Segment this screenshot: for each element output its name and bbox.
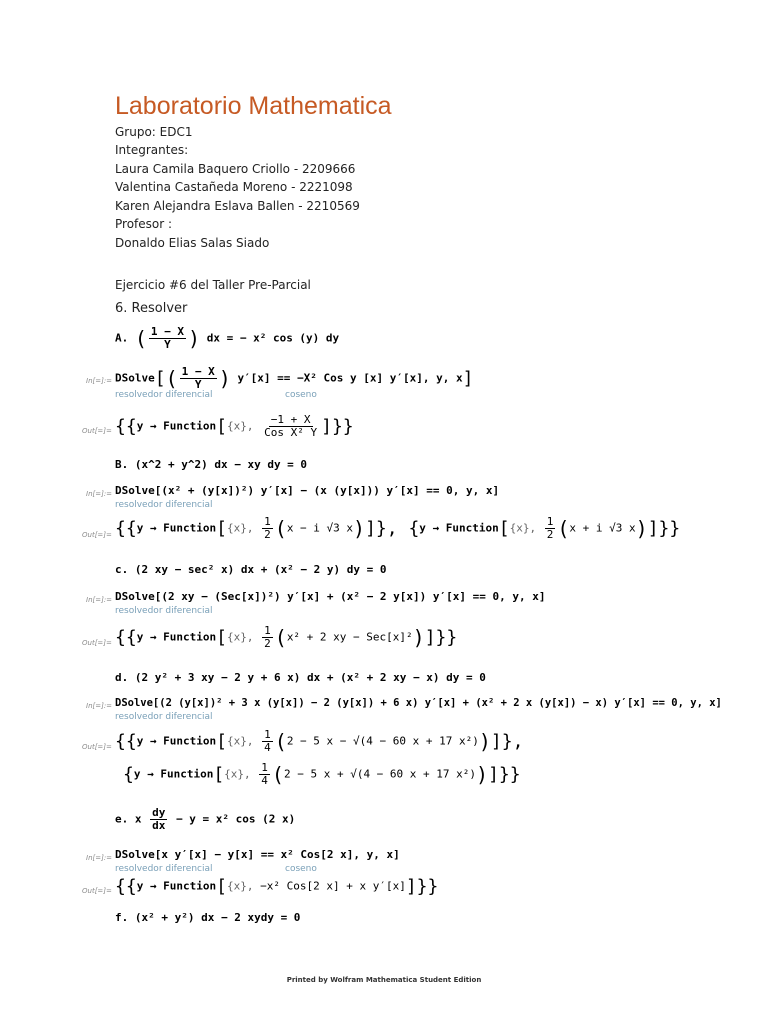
out-label: Out[=]= bbox=[82, 639, 112, 647]
output-a-head: y → Function bbox=[136, 419, 217, 433]
input-a-num: 1 − X bbox=[181, 365, 215, 378]
function-head: y → Function bbox=[419, 521, 499, 535]
var-x: {x}, bbox=[227, 879, 254, 893]
hint-cos: coseno bbox=[285, 864, 317, 874]
problem-e bbox=[115, 807, 295, 832]
output-d-2-expr: 2 − 5 x + √(4 − 60 x + 17 x²) bbox=[283, 767, 477, 781]
half-num: 1 bbox=[546, 515, 554, 528]
hint-dsolve: resolvedor diferencial bbox=[115, 712, 213, 722]
output-d-1-expr: 2 − 5 x − √(4 − 60 x + 17 x²) bbox=[286, 734, 479, 748]
output-a: {{y → Function[{x}, $\frac{-1 + X}{\text{Cos X² Y}}$ ]}} bbox=[115, 413, 354, 439]
half-den: 2 bbox=[264, 637, 271, 650]
var-x: {x}, bbox=[227, 630, 254, 644]
output-d-2: {y → Function[{x}, $\frac{1}{4}$ (2 − 5 x + √(4 − 60 x + 17 x²))]}} bbox=[123, 761, 521, 787]
var-x: {x}, bbox=[509, 521, 537, 535]
input-c[interactable]: DSolve[(2 xy − (Sec[x])²) y′[x] + (x² − 2 y[x]) y′[x] == 0, y, x] bbox=[115, 590, 546, 603]
quarter-num: 1 bbox=[261, 761, 268, 774]
in-label: In[=]:= bbox=[86, 596, 113, 604]
problem-e-den: dx bbox=[152, 819, 166, 832]
function-head: y → Function bbox=[133, 767, 214, 781]
in-label: In[=]:= bbox=[86, 702, 113, 710]
half-num: 1 bbox=[264, 515, 271, 528]
professor-name: Donaldo Elias Salas Siado bbox=[115, 236, 270, 250]
input-e[interactable]: DSolve[x y′[x] − y[x] == x² Cos[2 x], y, x] bbox=[115, 848, 400, 861]
input-a-rest: y′[x] == −X² Cos y [x] y′[x], y, x bbox=[237, 371, 463, 385]
output-a-den: Cos X² Y bbox=[264, 426, 318, 439]
hint-dsolve: resolvedor diferencial bbox=[115, 390, 213, 400]
hint-cos: coseno bbox=[285, 390, 317, 400]
problem-e-prefix: e. x bbox=[115, 812, 142, 826]
problem-d: d. (2 y² + 3 xy − 2 y + 6 x) dx + (x² + 2 xy − x) dy = 0 bbox=[115, 671, 486, 684]
member-2: Valentina Castañeda Moreno - 2221098 bbox=[115, 180, 353, 194]
hint-dsolve: resolvedor diferencial bbox=[115, 864, 213, 874]
out-label: Out[=]= bbox=[82, 887, 112, 895]
problem-a-num: 1 − X bbox=[150, 325, 185, 338]
output-d-1: {{y → Function[{x}, $\frac{1}{4}$ (2 − 5 x − √(4 − 60 x + 17 x²))]}, bbox=[115, 728, 524, 754]
dsolve-keyword: DSolve bbox=[115, 371, 155, 385]
group-line: Grupo: EDC1 bbox=[115, 125, 193, 139]
hint-dsolve: resolvedor diferencial bbox=[115, 500, 213, 510]
output-b: {{y → Function[{x}, $\frac{1}{2}$ (x − i √3 x)]}, {y → Function[{x}, $\frac{1}{2}$ (x + i √3 x)]}} bbox=[115, 515, 681, 541]
quarter-den: 4 bbox=[261, 774, 268, 787]
var-x: {x}, bbox=[227, 419, 254, 433]
out-label: Out[=]= bbox=[82, 427, 112, 435]
function-head: y → Function bbox=[136, 879, 217, 893]
input-a[interactable]: DSolve[( $\frac{1 - X}{Y}$ ) y′[x] == −X² Cos y [x] y′[x], y, x] bbox=[115, 365, 474, 391]
problem-a: A. ( $\frac{1 - X}{Y}$ ) dx = − x² cos (y) dy bbox=[115, 325, 340, 351]
output-c-expr: x² + 2 xy − Sec[x]² bbox=[286, 630, 413, 644]
output-b-2: x + i √3 x bbox=[569, 521, 636, 535]
quarter-num: 1 bbox=[264, 728, 271, 741]
function-head: y → Function bbox=[136, 521, 217, 535]
input-d[interactable]: DSolve[(2 (y[x])² + 3 x (y[x]) − 2 (y[x]) + 6 x) y′[x] + (x² + 2 x (y[x]) − x) y′[x] == 0, y, x] bbox=[115, 697, 722, 709]
problem-b: B. (x^2 + y^2) dx − xy dy = 0 bbox=[115, 458, 308, 471]
output-e-expr: −x² Cos[2 x] + x y′[x] bbox=[260, 879, 406, 893]
function-head: y → Function bbox=[136, 734, 217, 748]
half-den: 2 bbox=[546, 528, 554, 541]
problem-a-den: Y bbox=[164, 338, 171, 351]
output-c: {{y → Function[{x}, $\frac{1}{2}$ (x² + 2 xy − Sec[x]²)]}} bbox=[115, 624, 458, 650]
output-e: {{y → Function[{x}, −x² Cos[2 x] + x y′[x]]}} bbox=[115, 876, 439, 897]
var-x: {x}, bbox=[224, 767, 251, 781]
footer-note: Printed by Wolfram Mathematica Student Edition bbox=[286, 976, 482, 984]
problem-a-rest: dx = − x² cos (y) dy bbox=[206, 331, 340, 345]
input-b[interactable]: DSolve[(x² + (y[x])²) y′[x] − (x (y[x])) y′[x] == 0, y, x] bbox=[115, 484, 500, 497]
var-x: {x}, bbox=[227, 521, 254, 535]
professor-label: Profesor : bbox=[115, 217, 173, 231]
problem-c: c. (2 xy − sec² x) dx + (x² − 2 y) dy = 0 bbox=[115, 563, 387, 576]
problem-e-num: dy bbox=[152, 806, 166, 819]
output-b-1: x − i √3 x bbox=[286, 521, 354, 535]
output-a-num: −1 + X bbox=[270, 413, 311, 426]
function-head: y → Function bbox=[136, 630, 217, 644]
section-title: 6. Resolver bbox=[115, 301, 188, 316]
out-label: Out[=]= bbox=[82, 743, 112, 751]
in-label: In[=]:= bbox=[86, 490, 113, 498]
problem-f: f. (x² + y²) dx − 2 xydy = 0 bbox=[115, 911, 301, 924]
in-label: In[=]:= bbox=[86, 854, 113, 862]
problem-a-prefix: A. bbox=[115, 331, 129, 345]
problem-e-rest: − y = x² cos (2 x) bbox=[176, 812, 296, 826]
member-3: Karen Alejandra Eslava Ballen - 2210569 bbox=[115, 199, 360, 213]
half-num: 1 bbox=[264, 624, 271, 637]
out-label: Out[=]= bbox=[82, 531, 112, 539]
quarter-den: 4 bbox=[264, 741, 271, 754]
in-label: In[=]:= bbox=[86, 377, 113, 385]
var-x: {x}, bbox=[227, 734, 254, 748]
members-label: Integrantes: bbox=[115, 143, 189, 157]
exercise-title: Ejercicio #6 del Taller Pre-Parcial bbox=[115, 278, 311, 292]
input-a-den: Y bbox=[194, 378, 202, 391]
member-1: Laura Camila Baquero Criollo - 2209666 bbox=[115, 162, 356, 176]
half-den: 2 bbox=[264, 528, 271, 541]
document-title: Laboratorio Mathematica bbox=[115, 92, 392, 120]
hint-dsolve: resolvedor diferencial bbox=[115, 606, 213, 616]
